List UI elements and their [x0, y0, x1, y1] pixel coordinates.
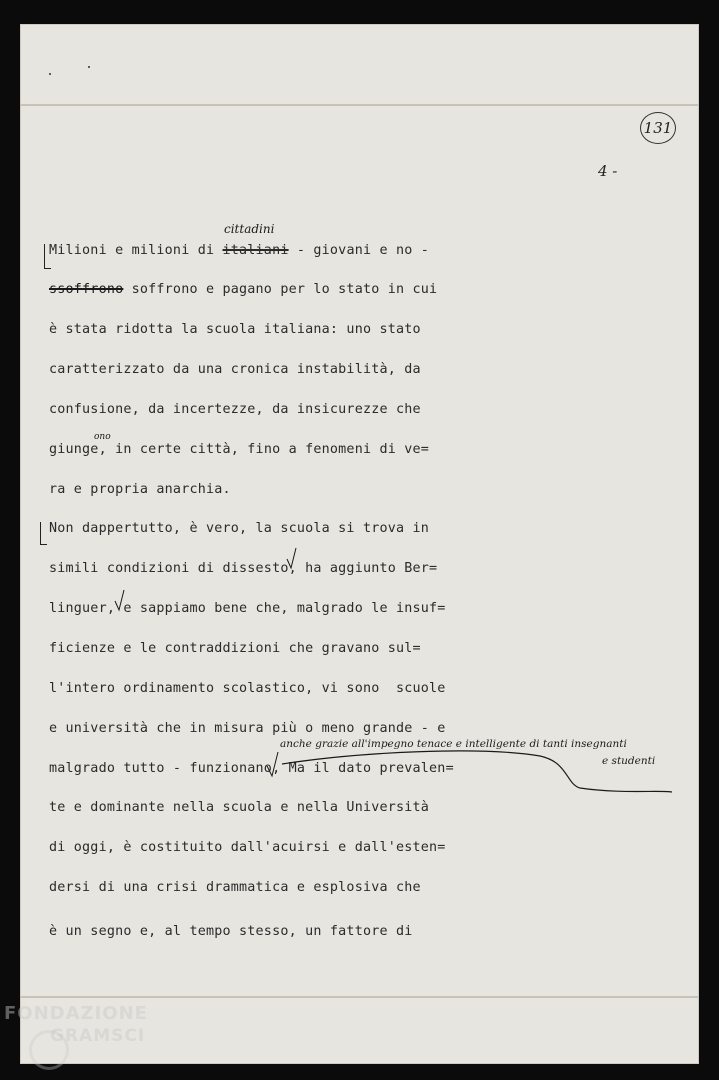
document-page — [20, 24, 699, 1064]
struck-word: ssoffrono — [49, 282, 124, 297]
watermark — [4, 1003, 148, 1047]
text-line: ra e propria anarchia. — [49, 482, 231, 497]
handwritten-annotation: e studenti — [602, 755, 656, 767]
handwritten-insertion: cittadini — [224, 222, 275, 236]
text-line: linguer, e sappiamo bene che, malgrado le insuf= — [49, 601, 446, 616]
page-number: 4 - — [598, 162, 618, 180]
text-line: te e dominante nella scuola e nella Università — [49, 800, 430, 815]
text-line: ficienze e le contraddizioni che gravano sul= — [49, 641, 421, 656]
text-line: simili condizioni di dissesto, ha aggiunto Ber= — [49, 561, 438, 576]
handwritten-insertion: ono — [94, 432, 111, 442]
text-line: è un segno e, al tempo stesso, un fattore di — [49, 924, 413, 939]
text-line: dersi di una crisi drammatica e esplosiva che — [49, 880, 421, 895]
text-span: , in certe città, fino a fenomeni di ve= — [98, 442, 430, 457]
text-span: Milioni e milioni di — [49, 243, 223, 258]
text-line: caratterizzato da una cronica instabilità, da — [49, 362, 421, 377]
text-span: giunge — [49, 442, 99, 457]
text-span: - giovani e no - — [288, 243, 430, 258]
archive-number-stamp: 131 — [640, 112, 676, 144]
annotation-stroke — [20, 24, 699, 1064]
text-line: malgrado tutto - funzionano, Ma il dato prevalen= — [49, 761, 454, 776]
text-line: e università che in misura più o meno grande - e — [49, 721, 446, 736]
text-line: è stata ridotta la scuola italiana: uno stato — [49, 322, 421, 337]
handwritten-annotation: anche grazie all'impegno tenace e intelligente di tanti insegnanti — [280, 738, 627, 750]
text-line: di oggi, è costituito dall'acuirsi e dall'esten= — [49, 840, 446, 855]
text-line: l'intero ordinamento scolastico, vi sono scuole — [49, 681, 446, 696]
watermark-line: GRAMSCI — [50, 1026, 146, 1046]
struck-word: italiani — [222, 243, 289, 258]
text-span: soffrono e pagano per lo stato in cui — [123, 282, 438, 297]
watermark-line: FONDAZIONE — [4, 1003, 148, 1024]
text-line: confusione, da incertezze, da insicurezze che — [49, 402, 421, 417]
text-line: Non dappertutto, è vero, la scuola si trova in — [49, 521, 430, 536]
